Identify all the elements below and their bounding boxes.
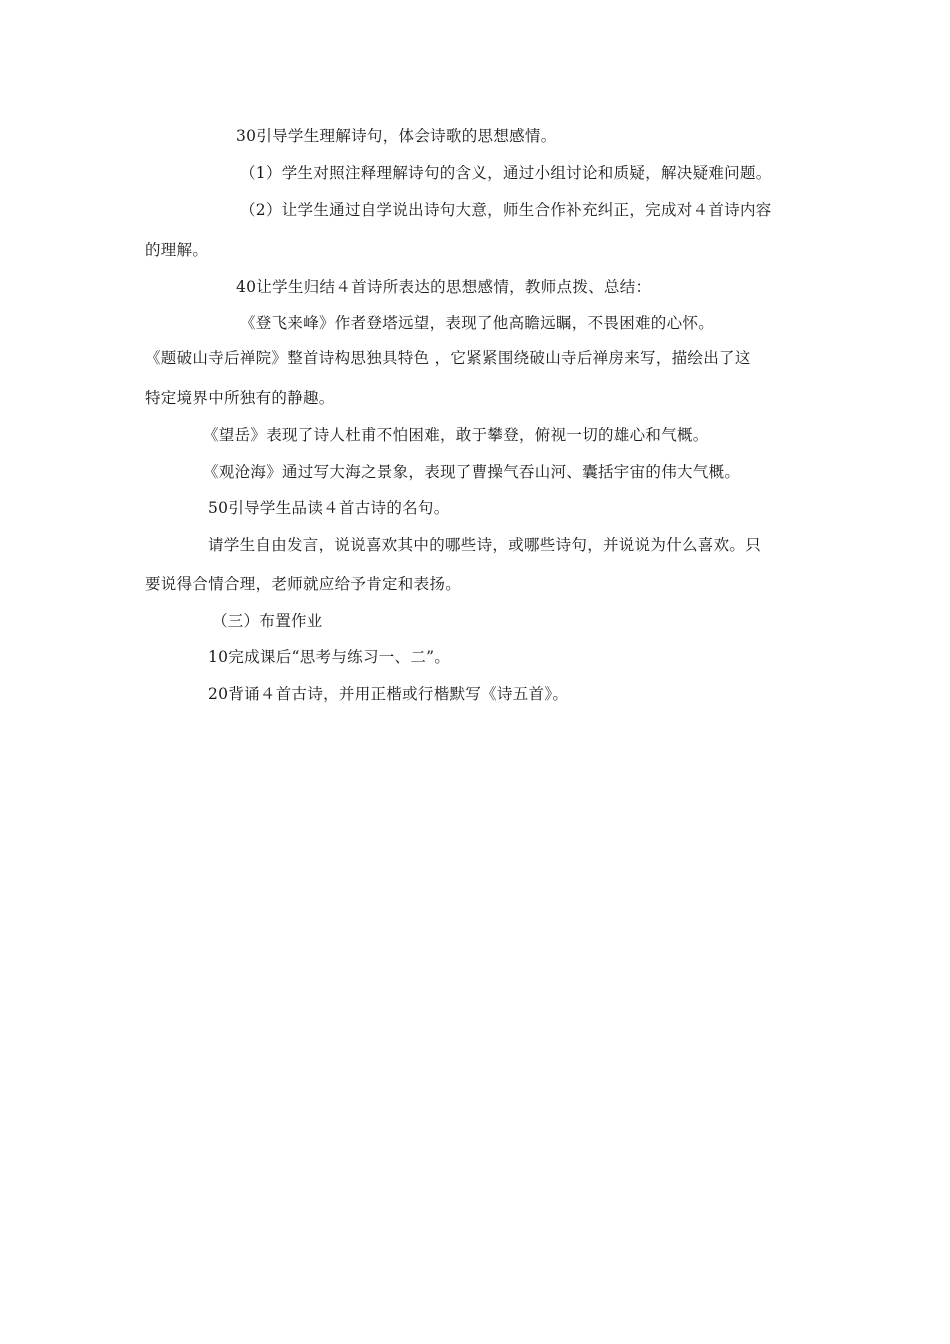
text-line: 特定境界中所独有的静趣。	[145, 389, 335, 407]
text-line: 30引导学生理解诗句，体会诗歌的思想感情。	[236, 127, 557, 145]
text-line: （三）布置作业	[212, 612, 323, 630]
text-line: （2）让学生通过自学说出诗句大意，师生合作补充纠正，完成对４首诗内容	[240, 201, 772, 219]
text-line: （1）学生对照注释理解诗句的含义，通过小组讨论和质疑，解决疑难问题。	[240, 164, 772, 182]
text-line: 《题破山寺后禅院》整首诗构思独具特色 ，它紧紧围绕破山寺后禅房来写，描绘出了这	[145, 349, 751, 367]
text-line: 请学生自由发言，说说喜欢其中的哪些诗，或哪些诗句，并说说为什么喜欢。只	[208, 536, 762, 554]
text-line: 《观沧海》通过写大海之景象，表现了曹操气吞山河、囊括宇宙的伟大气概。	[203, 463, 741, 481]
text-line: 《望岳》表现了诗人杜甫不怕困难，敢于攀登，俯视一切的雄心和气概。	[203, 426, 709, 444]
text-line: 50引导学生品读４首古诗的名句。	[208, 499, 450, 517]
text-line: 40让学生归结４首诗所表达的思想感情，教师点拨、总结：	[236, 278, 652, 296]
text-line: 10完成课后“思考与练习一、二”。	[208, 648, 451, 666]
text-line: 的理解。	[145, 241, 209, 259]
text-line: 20背诵４首古诗，并用正楷或行楷默写《诗五首》。	[208, 685, 569, 703]
text-line: 要说得合情合理，老师就应给予肯定和表扬。	[145, 575, 462, 593]
text-line: 《登飞来峰》作者登塔远望，表现了他高瞻远瞩，不畏困难的心怀。	[240, 314, 715, 332]
